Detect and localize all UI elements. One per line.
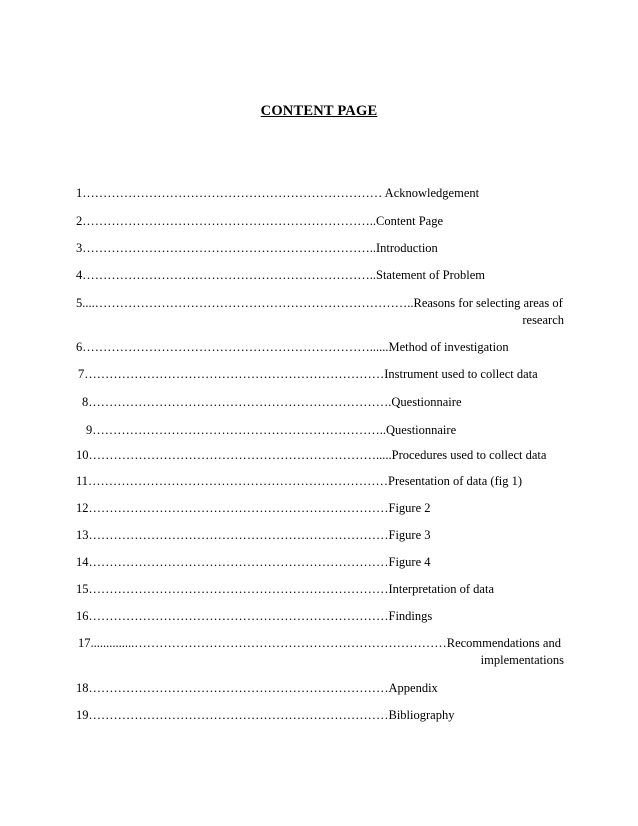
contents-entry-2: 2……………………………………………………………..Content Page <box>76 214 444 228</box>
contents-entry-16: 16………………………………………………………………Findings <box>76 609 433 623</box>
contents-entry-17: 17..............…………………………………………………………………Recommendations and <box>78 636 561 650</box>
contents-entry-15: 15………………………………………………………………Interpretation of data <box>76 582 495 596</box>
contents-entry-13: 13………………………………………………………………Figure 3 <box>76 528 431 542</box>
contents-entry-14: 14………………………………………………………………Figure 4 <box>76 555 431 569</box>
contents-entry-7: 7………………………………………………………………Instrument used to collect data <box>78 367 538 381</box>
contents-entry-19: 19………………………………………………………………Bibliography <box>76 708 455 722</box>
contents-entry-1: 1……………………………………………………………… Acknowledgement <box>76 186 480 200</box>
contents-entry-3: 3……………………………………………………………..Introduction <box>76 241 438 255</box>
contents-entry-12: 12………………………………………………………………Figure 2 <box>76 501 431 515</box>
page-title: CONTENT PAGE <box>260 103 378 119</box>
contents-entry-18: 18………………………………………………………………Appendix <box>76 681 438 695</box>
contents-entry-5: 5....…………………………………………………………………..Reasons for selecting areas of <box>76 296 563 310</box>
contents-entry-8: 8……………………………………………………………….Questionnaire <box>82 395 462 409</box>
contents-entry-17-continuation: implementations <box>480 653 564 667</box>
contents-entry-6: 6……………………………………………………………......Method of investigation <box>76 340 509 354</box>
contents-entry-4: 4……………………………………………………………..Statement of Problem <box>76 268 486 282</box>
contents-entry-5-continuation: research <box>522 313 564 327</box>
contents-entry-9: 9……………………………………………………………..Questionnaire <box>86 423 457 437</box>
contents-entry-11: 11………………………………………………………………Presentation of data (fig 1) <box>76 474 523 488</box>
contents-entry-10: 10…………………………………………………………….....Procedures used to collect data <box>76 448 547 462</box>
